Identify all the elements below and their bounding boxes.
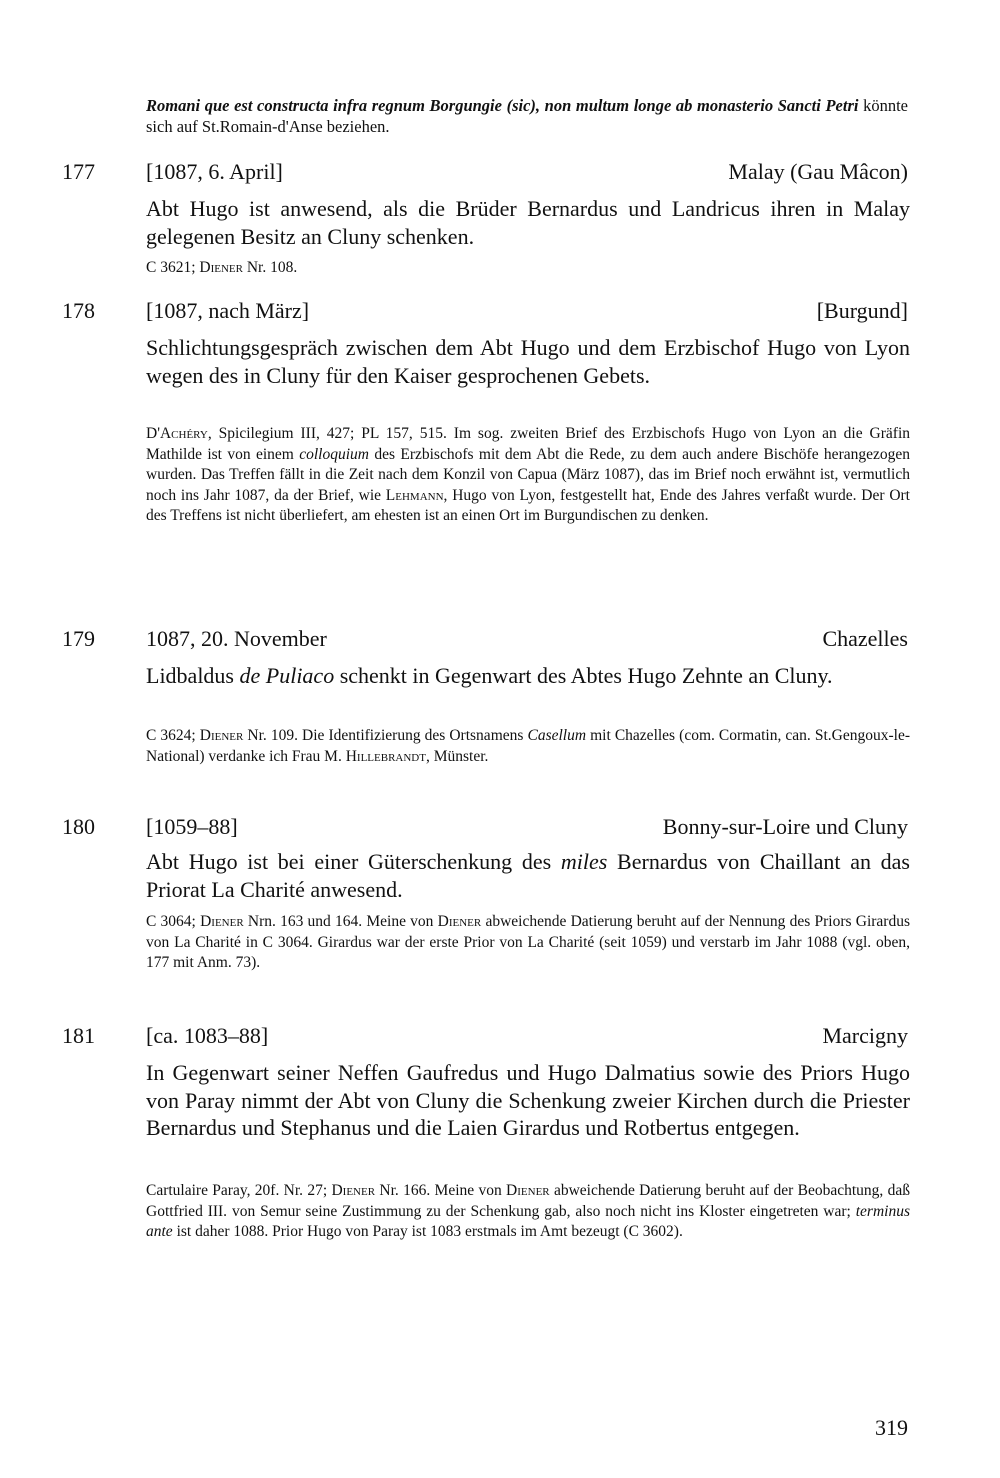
summary-text: schenkt in Gegenwart des Abtes Hugo Zehnte an Cluny. [334, 663, 833, 688]
entry-date: [1059–88] [146, 814, 238, 839]
entry-place: Bonny-sur-Loire und Cluny [662, 814, 908, 839]
notes-text: C 3624; [146, 727, 200, 744]
entry-summary [146, 848, 910, 903]
summary-text: Bernardus von Chaillant an das Priorat La Charité anwesend. [146, 849, 910, 902]
notes-text: , Spicilegium III, 427; PL 157, 515. Im sog. zweiten Brief des Erzbischofs Hugo von Lyon an die Gräfin Mathilde ist von einem [146, 425, 910, 463]
entry-date: 1087, 20. November [146, 626, 327, 651]
notes-author: Diener [437, 913, 482, 930]
entry-number: 177 [62, 159, 95, 184]
entry-number: 179 [62, 626, 95, 651]
entry-date: [ca. 1083–88] [146, 1023, 269, 1048]
entry-place: [Burgund] [816, 298, 908, 323]
notes-text: des Erzbischofs mit dem Abt die Rede, zu dem auch andere Bischöfe herangezogen wurden. Das Treffen fällt in die Zeit nach dem Konzil von Capua (März 1087), das im Brief noch erwähnt ist, vermutlich noch ins Jahr 1087, da der Brief, wie [146, 445, 910, 504]
entry-number: 178 [62, 298, 95, 323]
summary-text: Lidbaldus [146, 663, 240, 688]
page-number: 319 [875, 1415, 908, 1440]
entry-notes [146, 726, 910, 767]
notes-text: C 3621; [146, 259, 200, 276]
summary-text: Abt Hugo ist bei einer Güterschenkung des [146, 849, 561, 874]
entry-number: 180 [62, 814, 95, 839]
notes-text: , Münster. [425, 747, 489, 765]
notes-text: , Hugo von Lyon, festgestellt hat, Ende des Jahres verfaßt wurde. Der Ort des Treffens ist nicht überliefert, am ehesten ist an einen Ort im Burgundischen zu denken. [146, 486, 910, 524]
notes-italic: terminus ante [146, 1202, 910, 1240]
notes-text: Nr. 108. [242, 259, 298, 276]
entry-date: [1087, nach März] [146, 298, 310, 323]
notes-text: abweichende Datierung beruht auf der Nennung des Priors Girardus von La Charité in C 3064. Girardus war der erste Prior von La Charité (seit 1059) und verstarb im Jahr 1088 (vgl. oben, 177 mit Anm. 73). [146, 913, 911, 971]
notes-text: Nr. 166. Meine von [375, 1182, 507, 1199]
notes-author: Diener [506, 1182, 550, 1199]
intro-text: könnte sich auf St.Romain-d'Anse beziehen. [146, 96, 908, 136]
notes-author: Diener [199, 727, 244, 744]
entry-date: [1087, 6. April] [146, 159, 283, 184]
entry-place: Marcigny [822, 1023, 908, 1048]
summary-italic: miles [560, 849, 608, 874]
notes-author: Diener [200, 913, 244, 930]
notes-author: Hillebrandt [345, 747, 426, 765]
notes-text: Nr. 109. Die Identifizierung des Ortsnamens [243, 727, 528, 744]
entry-summary: Abt Hugo ist anwesend, als die Brüder Bernardus und Landricus ihren in Malay gelegenen Besitz an Cluny schenken. [146, 196, 910, 249]
entry-number: 181 [62, 1023, 95, 1048]
notes-italic: colloquium [299, 445, 369, 463]
notes-italic: Casellum [527, 727, 587, 744]
entry-summary: In Gegenwart seiner Neffen Gaufredus und Hugo Dalmatius sowie des Priors Hugo von Paray nimmt der Abt von Cluny die Schenkung zweier Kirchen durch die Priester Bernardus und Stephanus und die Laien Girardus und Rotbertus entgegen. [146, 1060, 910, 1140]
entry-notes [146, 424, 910, 527]
notes-text: C 3064; [146, 913, 201, 930]
entry-notes [146, 912, 910, 974]
notes-text: abweichende Datierung beruht auf der Beobachtung, daß Gottfried III. von Semur seine Zustimmung zu der Schenkung gab, also noch nicht ins Kloster eingetreten war; [146, 1182, 910, 1220]
notes-text: mit Chazelles (com. Cormatin, can. St.Gengoux-le-National) verdanke ich Frau M. [146, 727, 911, 765]
entry-summary [146, 662, 910, 690]
entry-notes [146, 258, 910, 279]
notes-author: Diener [331, 1182, 376, 1199]
notes-author: Diener [199, 259, 243, 276]
summary-italic: de Puliaco [239, 663, 335, 688]
notes-author: D'Achéry [146, 425, 208, 442]
notes-text: ist daher 1088. Prior Hugo von Paray ist 1083 erstmals im Amt bezeugt (C 3602). [172, 1223, 683, 1240]
entry-summary: Schlichtungsgespräch zwischen dem Abt Hugo und dem Erzbischof Hugo von Lyon wegen des in Cluny für den Kaiser gesprochenen Gebets. [146, 335, 910, 388]
intro-paragraph [146, 95, 908, 137]
entry-place: Malay (Gau Mâcon) [728, 159, 908, 184]
notes-author: Lehmann [385, 486, 444, 504]
entry-notes [146, 1181, 910, 1243]
entry-place: Chazelles [822, 626, 908, 651]
notes-text: Nrn. 163 und 164. Meine von [243, 913, 438, 930]
intro-latin-quote: Romani que est constructa infra regnum Borgungie (sic), non multum longe ab monasterio Sancti Petri [146, 96, 859, 115]
notes-text: Cartulaire Paray, 20f. Nr. 27; [146, 1182, 332, 1199]
